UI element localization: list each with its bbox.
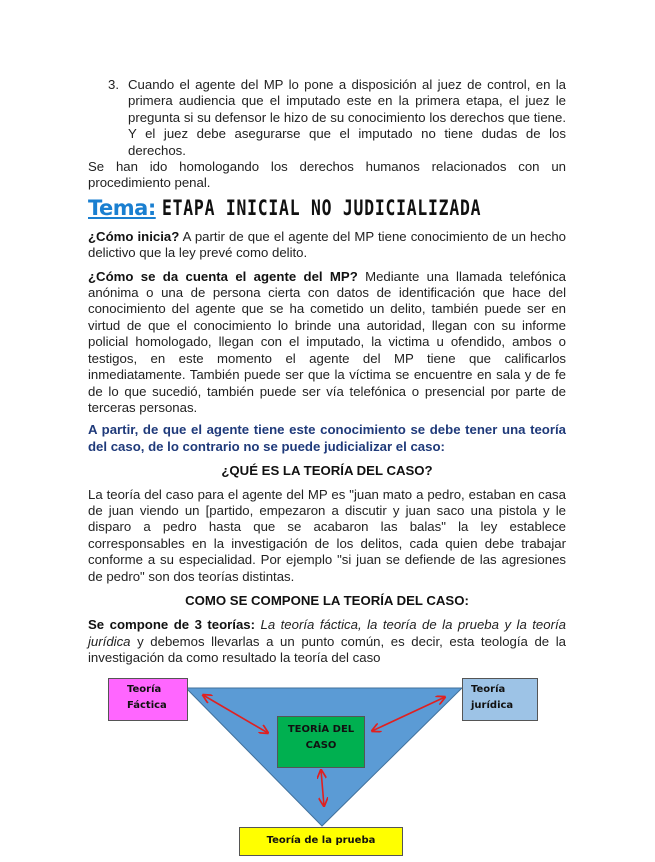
tema-label: Tema: [88, 195, 156, 220]
heading-compone: COMO SE COMPONE LA TEORÍA DEL CASO: [185, 592, 469, 608]
box-line: Fáctica [127, 699, 167, 711]
list-text: Cuando el agente del MP lo pone a disposición al juez de control, en la primera audiencia que el imputado este en la primera etapa, el juez le pregunta si su defensor le hizo de su conocimiento los derechos que tiene. Y el juez debe asegurarse que el imputado no tiene dudas de los derechos. [128, 77, 566, 158]
box-line: jurídica [471, 699, 514, 711]
answer: Mediante una llamada telefónica anónima o una de persona cierta con datos de identificación que hace del conocimiento del agente que se ha cometido un delito, también puede ser en virtud de que el conocimiento lo brinde una autoridad, llegan con su informe policial homologado, llegan con el imputado, la victima u ofendido, ambos o testigos, en este momento el agente del MP tiene que calificarlos inmediatamente. También puede ser que la víctima se encuentre en sala y de fe de lo que sucedió, también puede ser vía telefónica o presencial por parte de terceras personas. [88, 268, 566, 415]
teoria-del-caso-diagram [0, 670, 655, 862]
rest-text: y debemos llevarlas a un punto común, es decir, esta teología de la investigación da como resultado la teoría del caso [88, 633, 566, 666]
paragraph-como-se-da-cuenta [88, 269, 566, 417]
paragraph-homologando: Se han ido homologando los derechos humanos relacionados con un procedimiento penal. [88, 159, 566, 191]
box-line: Teoría [127, 683, 162, 695]
paragraph-como-inicia [88, 229, 566, 262]
section-title [88, 196, 566, 226]
italic-text: La teoría fáctica, la teoría de la prueba y la teoría jurídica [88, 617, 566, 649]
question: ¿Cómo se da cuenta el agente del MP? [88, 268, 358, 284]
box-teoria-prueba: Teoría de la prueba [239, 827, 403, 856]
box-teoria-juridica [462, 678, 538, 721]
box-line: Teoría [471, 683, 506, 695]
paragraph-teoria: La teoría del caso para el agente del MP es "juan mato a pedro, estaban en casa de juan viendo un [partido, empezaron a discutir y juan saco una pistola y le disparo a pedro hasta que se acabaron las balas" la ley establece corresponsables en la investigación de los delitos, cada quien debe trabajar conforme a su especialidad. Por ejemplo "si juan se defiende de las agresiones de pedro" son dos teorías distintas. [88, 486, 566, 584]
box-teoria-factica [108, 678, 188, 721]
box-line: TEORÍA DEL [287, 723, 355, 735]
question: ¿Cómo inicia? [88, 228, 180, 244]
question: Se compone de 3 teorías: [88, 617, 256, 633]
list-number: 3. [108, 77, 119, 92]
paragraph-compone [88, 617, 566, 666]
answer: A partir de que el agente del MP tiene conocimiento de un hecho delictivo que la ley prevé como delito. [88, 228, 566, 261]
blue-note: A partir, de que el agente tiene este conocimiento se debe tener una teoría del caso, de lo contrario no se puede judicializar el caso: [88, 422, 566, 454]
list-item-3 [108, 77, 566, 159]
heading-que-es: ¿QUÉ ES LA TEORÍA DEL CASO? [221, 463, 433, 479]
box-line: CASO [305, 739, 337, 751]
document-body [88, 0, 566, 862]
box-teoria-del-caso [277, 716, 365, 768]
title-text: ETAPA INICIAL NO JUDICIALIZADA [161, 195, 481, 220]
